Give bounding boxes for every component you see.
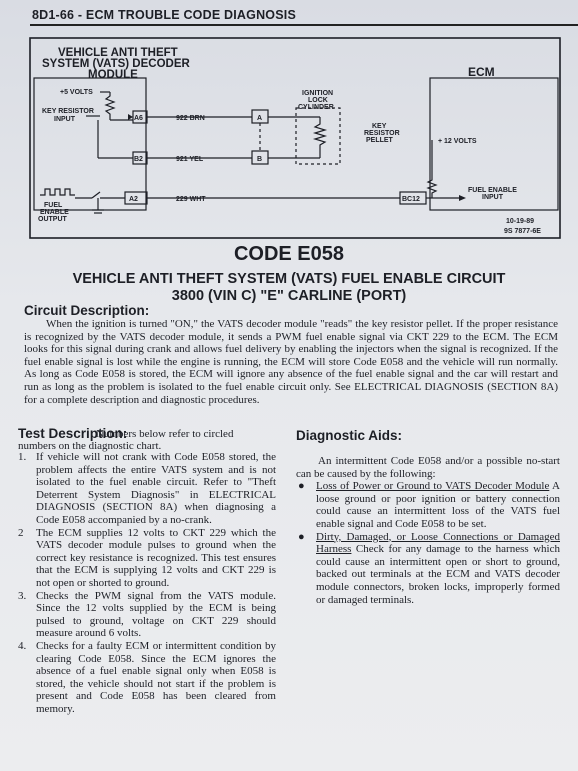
ecm-title: ECM (468, 65, 495, 79)
test-list (18, 451, 276, 715)
v12-label: + 12 VOLTS (438, 138, 477, 145)
subtitle-1: VEHICLE ANTI THEFT SYSTEM (VATS) FUEL ENABLE CIRCUIT (72, 271, 506, 287)
diagnostic-bullet (296, 531, 560, 607)
diagnostic-aids-body (296, 455, 560, 606)
bullet-icon: ● (298, 530, 305, 543)
bullet-icon: ● (298, 480, 305, 493)
test-description-heading: Test Description: (18, 426, 128, 441)
connector-b: B (257, 156, 263, 163)
pellet-label-1: KEY (372, 123, 387, 130)
pin-bc12: BC12 (402, 196, 420, 203)
subtitle-2: 3800 (VIN C) "E" CARLINE (PORT) (171, 288, 407, 304)
key-resistor-input-label-1: KEY RESISTOR (42, 108, 94, 115)
ignition-label-3: CYLINDER (298, 104, 334, 111)
bullet-text: Check for any damage to the harness which could cause an intermittent open or short to ground, backed out terminals at the ECM and VATS decoder module connectors, broken locks, improperly formed or damaged terminals. (316, 543, 560, 606)
test-item-text: The ECM supplies 12 volts to CKT 229 which the VATS decoder module pulses to ground when the correct key resistance is recognized. This test ensures that the ECM is supplying 12 volts and CKT 229 is not open or shorted to ground. (36, 526, 276, 589)
fuel-enable-input-label-2: INPUT (482, 194, 503, 201)
bullet-title: Dirty, Damaged, or Loose Connections or Damaged Harness (316, 530, 560, 556)
test-item-number: 2 (18, 526, 24, 539)
a6-arrow (128, 114, 133, 120)
wire-229: 229 WHT (176, 196, 206, 203)
wiring-diagram (0, 0, 578, 240)
test-item-text: If vehicle will not crank with Code E058 stored, the problem affects the entire VATS system and is not isolated to the fuel enable circuit. Refer to "Theft Deterrent System Diagnosis" in ELECTRICAL DIAGNOSIS (SECTION 8A) when diagnosing a Code E058 accompanied by a no-crank. (36, 451, 276, 526)
test-intro-1: Numbers below refer to circled (96, 428, 234, 440)
test-item-text: Checks for a faulty ECM or intermittent condition by clearing Code E058. Since the ECM ignores the absence of a fuel enable signal only when E058 is stored, the vehicle should not start if the problem is present and Code E058 has been cleared from memory. (36, 639, 276, 715)
fuel-enable-arrow (459, 195, 466, 201)
fuel-enable-output-label-2: ENABLE (40, 209, 69, 216)
fuel-enable-input-label-1: FUEL ENABLE (468, 187, 517, 194)
v5-label: +5 VOLTS (60, 89, 93, 96)
pin-a2: A2 (129, 196, 138, 203)
pin-a6: A6 (134, 115, 143, 122)
circuit-description-text: When the ignition is turned "ON," the VATS decoder module "reads" the key resistor pellet. If the proper resistance is recognized by the VATS decoder module, it sends a PWM fuel enable signal via CKT 229 to the ECM. The ECM looks for this signal during crank and allows fuel delivery by enabling the injectors when the signal is recognized. If the fuel enable signal is lost while the engine is running, the ECM will store Code E058 and the vehicle will run normally. As long as Code E058 is stored, the ECM will ignore any absence of the fuel enable signal and the car will restart and run as long as the problem is isolated to the fuel enable circuit only. See ELECTRICAL DIAGNOSIS (SECTION 8A) for a complete description and diagnostic procedures. (24, 318, 558, 406)
fuel-enable-output-label-1: FUEL (44, 202, 63, 209)
wire-921: 921 YEL (176, 156, 204, 163)
diagram-date: 10-19-89 (506, 218, 535, 225)
connector-a: A (257, 115, 263, 122)
test-item-number: 1. (18, 451, 27, 463)
test-item-number: 4. (18, 639, 27, 652)
test-item-number: 3. (18, 589, 27, 602)
vats-module-box (34, 78, 146, 210)
fuel-enable-output-label-3: OUTPUT (38, 216, 67, 223)
test-item-text: Checks the PWM signal from the VATS module. Since the 12 volts supplied by the ECM is being pulsed to ground, voltage on CKT 229 should measure around 6 volts. (36, 589, 276, 640)
diagnostic-bullet (296, 480, 560, 530)
pellet-label-2: RESISTOR (364, 130, 400, 137)
ignition-label-2: LOCK (308, 97, 328, 104)
bullet-title: Loss of Power or Ground to VATS Decoder Module (316, 480, 550, 493)
vats-title-3: MODULE (88, 69, 138, 81)
test-item (18, 640, 276, 716)
test-item (18, 590, 276, 640)
vats-title-1: VEHICLE ANTI THEFT (58, 47, 178, 59)
vats-title-2: SYSTEM (VATS) DECODER (42, 58, 190, 70)
page-header: 8D1-66 - ECM TROUBLE CODE DIAGNOSIS (32, 8, 296, 22)
diagnostic-aids-intro: An intermittent Code E058 and/or a possible no-start can be caused by the following: (296, 455, 560, 480)
pin-b2: B2 (134, 156, 143, 163)
test-item (18, 527, 276, 590)
key-resistor-input-label-2: INPUT (54, 116, 75, 123)
circuit-description-heading: Circuit Description: (24, 303, 150, 318)
ignition-label-1: IGNITION (302, 90, 334, 97)
bullet-text: A loose ground or poor ignition or battery connection could cause an intermittent loss of the VATS fuel enable signal and Code E058 to be set. (316, 480, 560, 530)
diagnostic-aids-heading: Diagnostic Aids: (296, 428, 403, 443)
code-title: CODE E058 (233, 243, 345, 265)
diagram-ref: 9S 7877-6E (504, 228, 541, 235)
pellet-label-3: PELLET (366, 137, 393, 144)
wire-922: 922 BRN (176, 115, 205, 122)
test-intro-2: numbers on the diagnostic chart. (18, 440, 162, 452)
test-item (18, 451, 276, 527)
